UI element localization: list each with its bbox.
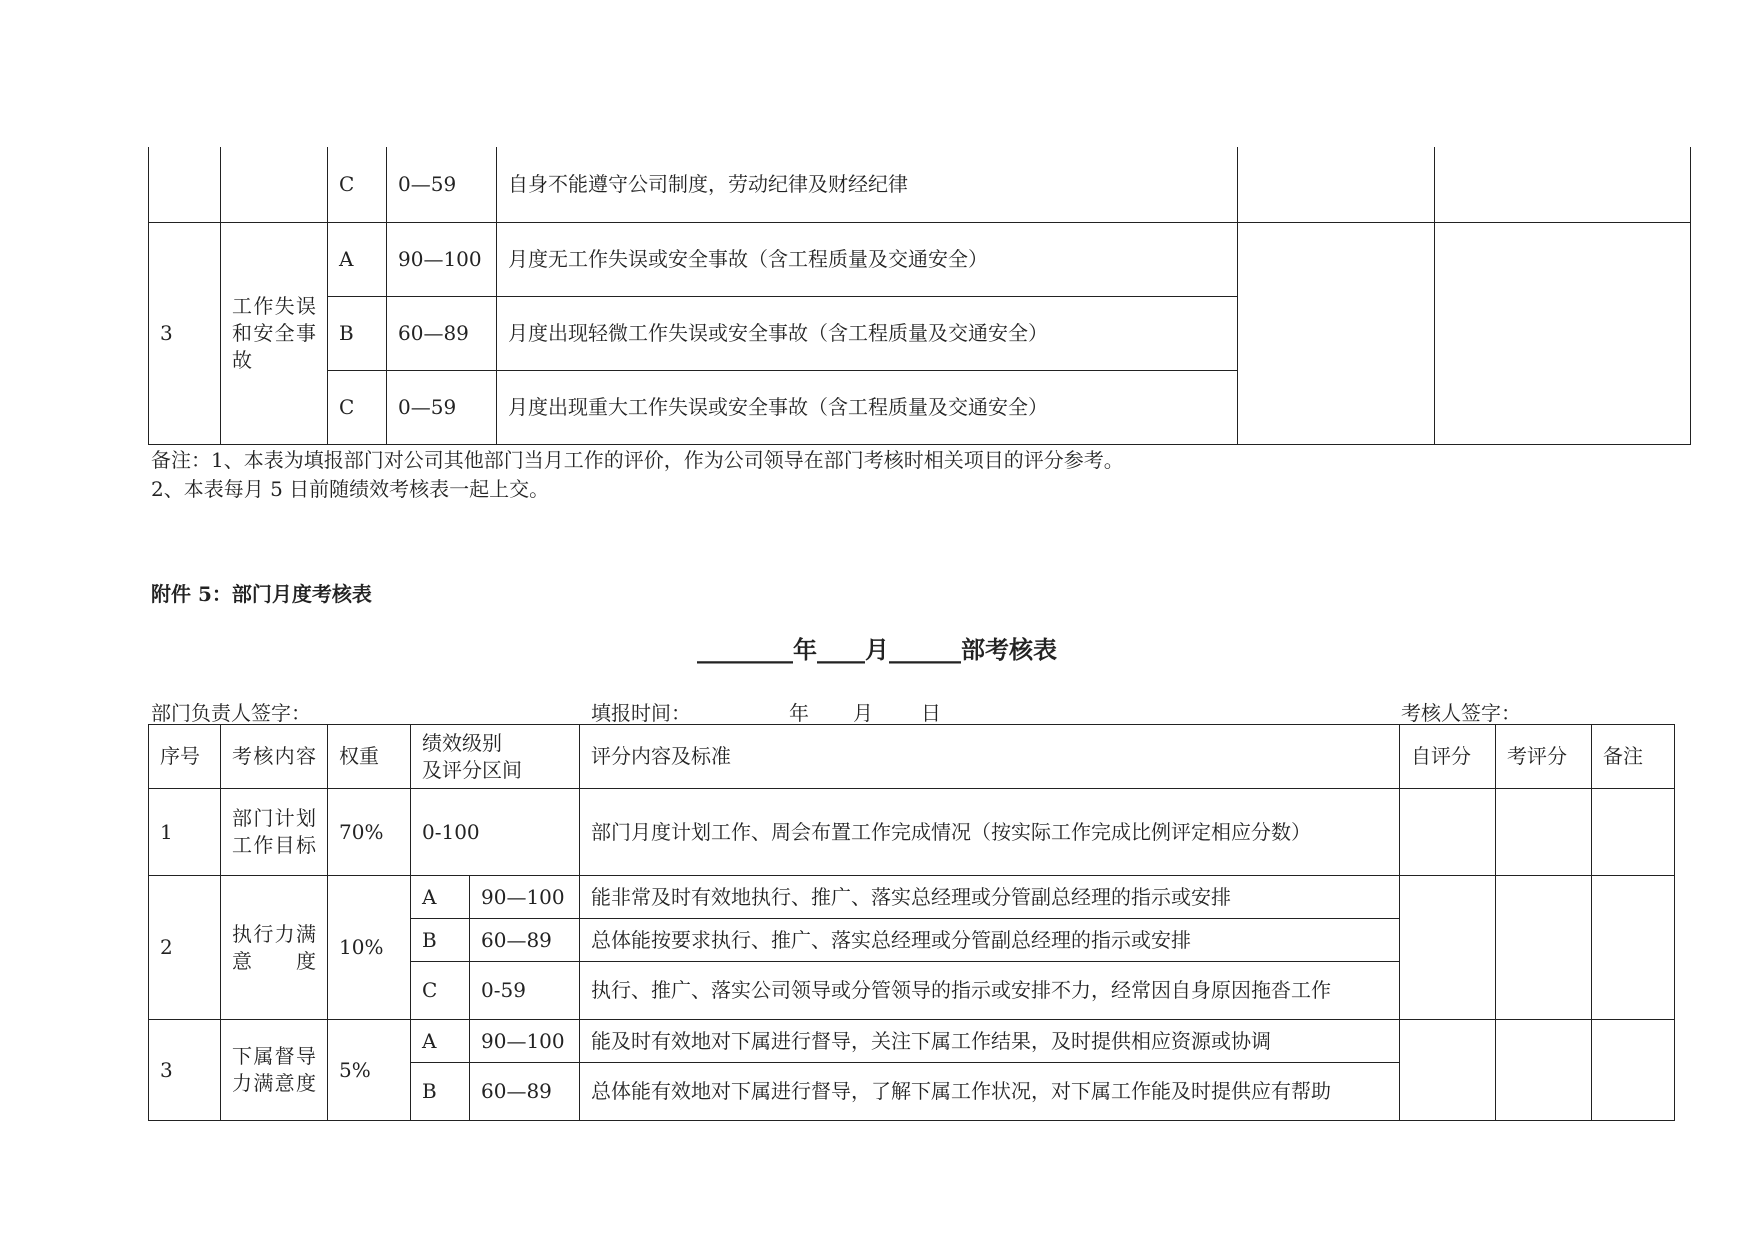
header-no: 序号 [149,725,221,789]
notes [151,446,1124,504]
content-label: 部门计划工作目标 [232,806,316,857]
weight-cell: 70% [328,789,411,876]
month-label: 月 [865,635,889,664]
weight-cell: 5% [328,1020,411,1121]
review-score-cell [1496,1020,1592,1121]
note-line-2: 2、本表每月 5 日前随绩效考核表一起上交。 [151,477,550,501]
table-row [149,789,1675,876]
criterion-cell: 自身不能遵守公司制度，劳动纪律及财经纪律 [497,147,1238,222]
table-row [149,147,1691,222]
score-cell [1238,222,1435,444]
grade-cell: C [328,147,387,222]
range-cell: 0-100 [411,789,580,876]
criterion-cell: 部门月度计划工作、周会布置工作完成情况（按实际工作完成比例评定相应分数） [580,789,1400,876]
grade-cell: B [411,919,470,962]
range-cell: 0-59 [470,962,580,1020]
criterion-cell: 总体能按要求执行、推广、落实总经理或分管副总经理的指示或安排 [580,919,1400,962]
dept-head-signature-label: 部门负责人签字： [151,701,311,725]
content-label: 下属督导力满意度 [232,1044,316,1095]
year-label: 年 [793,635,817,664]
header-content-label: 考核内容 [232,744,316,768]
header-level-line1: 绩效级别 [422,730,502,755]
title-suffix: 部考核表 [961,635,1057,664]
content-cell [221,876,328,1020]
number-cell: 2 [149,876,221,1020]
remark-cell [1435,147,1691,222]
self-score-cell [1400,876,1496,1020]
content-label: 执行力满意度 [232,921,316,973]
range-cell: 60—89 [470,919,580,962]
range-cell: 60—89 [470,1063,580,1121]
criterion-cell: 总体能有效地对下属进行督导，了解下属工作状况，对下属工作能及时提供应有帮助 [580,1063,1400,1121]
header-weight: 权重 [328,725,411,789]
header-criteria: 评分内容及标准 [580,725,1400,789]
number-cell [149,147,221,222]
range-cell: 90—100 [470,1020,580,1063]
header-remark: 备注 [1592,725,1675,789]
attachment-title: 附件 5：部门月度考核表 [151,582,372,606]
fill-year-label: 年 [789,701,809,725]
criterion-cell: 月度出现重大工作失误或安全事故（含工程质量及交通安全） [497,370,1238,444]
number-cell: 3 [149,1020,221,1121]
note-line-1: 备注：1、本表为填报部门对公司其他部门当月工作的评价，作为公司领导在部门考核时相关项目的评分参考。 [151,448,1124,472]
grade-cell: A [411,876,470,919]
review-score-cell [1496,876,1592,1020]
grade-cell: C [411,962,470,1020]
header-content [221,725,328,789]
fill-time-label: 填报时间： [591,701,691,725]
table-row [149,1020,1675,1063]
assessor-signature-label: 考核人签字： [1401,701,1521,725]
header-review-score: 考评分 [1496,725,1592,789]
month-blank: ____ [817,635,865,664]
header-row [149,725,1675,789]
table-row [149,222,1691,296]
fill-month-label: 月 [853,701,873,725]
range-cell: 0—59 [387,370,497,444]
grade-cell: B [328,296,387,370]
grade-cell: A [411,1020,470,1063]
content-cell [221,789,328,876]
remark-cell [1592,876,1675,1020]
criterion-cell: 能及时有效地对下属进行督导，关注下属工作结果，及时提供相应资源或协调 [580,1020,1400,1063]
header-level [411,725,580,789]
year-blank: ________ [697,635,793,664]
remark-cell [1592,1020,1675,1121]
remark-cell [1435,222,1691,444]
previous-evaluation-table [148,147,1691,445]
weight-cell: 10% [328,876,411,1020]
monthly-assessment-table [148,724,1675,1121]
number-cell: 3 [149,222,221,444]
content-cell [221,222,328,444]
range-cell: 90—100 [387,222,497,296]
self-score-cell [1400,789,1496,876]
number-cell: 1 [149,789,221,876]
content-cell [221,1020,328,1121]
fill-day-label: 日 [921,701,941,725]
header-level-line2: 及评分区间 [422,757,522,782]
range-cell: 60—89 [387,296,497,370]
remark-cell [1592,789,1675,876]
range-cell: 0—59 [387,147,497,222]
criterion-cell: 能非常及时有效地执行、推广、落实总经理或分管副总经理的指示或安排 [580,876,1400,919]
header-self-score: 自评分 [1400,725,1496,789]
dept-blank: ______ [889,635,961,664]
grade-cell: B [411,1063,470,1121]
criterion-cell: 执行、推广、落实公司领导或分管领导的指示或安排不力，经常因自身原因拖沓工作 [580,962,1400,1020]
review-score-cell [1496,789,1592,876]
criterion-cell: 月度出现轻微工作失误或安全事故（含工程质量及交通安全） [497,296,1238,370]
content-label: 工作失误和安全事故 [232,293,316,372]
criterion-cell: 月度无工作失误或安全事故（含工程质量及交通安全） [497,222,1238,296]
form-title [0,630,1754,665]
grade-cell: C [328,370,387,444]
grade-cell: A [328,222,387,296]
table-row [149,876,1675,919]
self-score-cell [1400,1020,1496,1121]
score-cell [1238,147,1435,222]
range-cell: 90—100 [470,876,580,919]
content-cell [221,147,328,222]
